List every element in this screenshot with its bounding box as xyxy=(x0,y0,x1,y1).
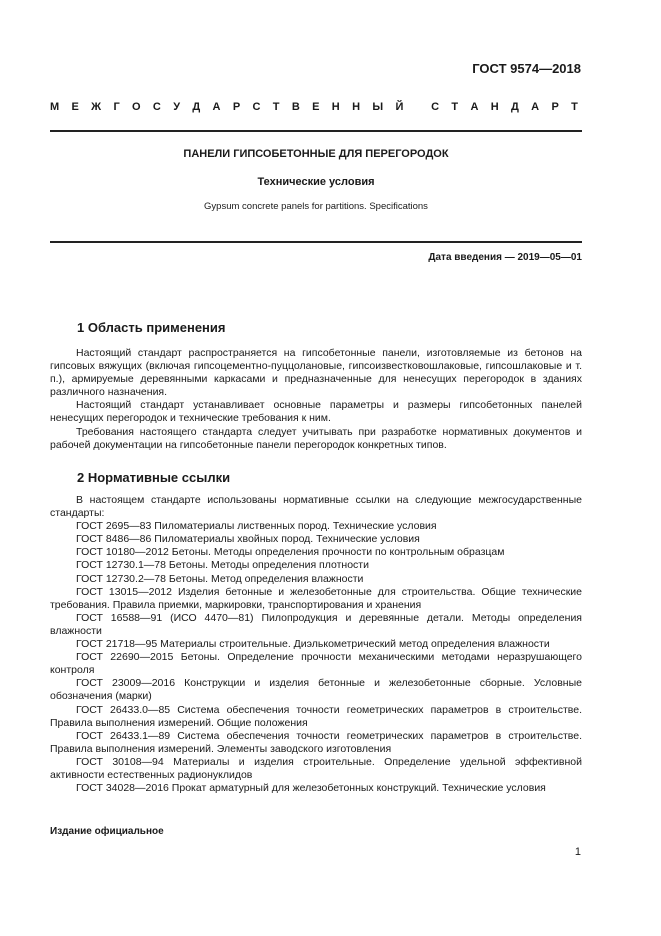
banner-letter: О xyxy=(132,101,141,113)
document-title: ПАНЕЛИ ГИПСОБЕТОННЫЕ ДЛЯ ПЕРЕГОРОДОК xyxy=(183,148,449,160)
reference-item: ГОСТ 2695—83 Пиломатериалы лиственных пород. Технические условия xyxy=(76,520,437,533)
reference-item: ГОСТ 22690—2015 Бетоны. Определение прочности механическими методами неразрушающего контроля xyxy=(50,651,582,677)
title-divider xyxy=(50,241,582,243)
banner-letter: Т xyxy=(451,101,459,113)
banner-letter: Р xyxy=(551,101,559,113)
banner-letter: С xyxy=(252,101,261,113)
reference-item: ГОСТ 12730.1—78 Бетоны. Методы определения плотности xyxy=(76,559,369,572)
reference-item: ГОСТ 8486—86 Пиломатериалы хвойных пород. Технические условия xyxy=(76,533,420,546)
banner-letter: С xyxy=(152,101,161,113)
section-1-paragraph: Требования настоящего стандарта следует учитывать при разработке нормативных документов и рабочей документации на гипсобетонные панели перегородок конкретных типов. xyxy=(50,425,582,451)
banner-letter: Г xyxy=(113,101,120,113)
page-number: 1 xyxy=(574,846,581,858)
banner-letter: Т xyxy=(272,101,280,113)
banner-letter: У xyxy=(173,101,181,113)
reference-item: ГОСТ 12730.2—78 Бетоны. Метод определения влажности xyxy=(76,572,364,585)
section-1-body xyxy=(50,347,582,452)
banner-letter: Т xyxy=(571,101,578,113)
reference-item: ГОСТ 23009—2016 Конструкции и изделия бетонные и железобетонные сборные. Условные обозначения (марки) xyxy=(50,677,582,703)
banner-letter: Н xyxy=(352,101,361,113)
reference-item: ГОСТ 26433.1—89 Система обеспечения точности геометрических параметров в строительстве. Правила выполнения измерений. Элементы заводского изготовления xyxy=(50,729,582,755)
footer-spacer xyxy=(50,808,582,809)
banner-letter: Д xyxy=(192,101,201,113)
banner-letter: Ы xyxy=(372,101,384,113)
section-1-heading: 1 Область применения xyxy=(77,320,226,335)
reference-item: ГОСТ 13015—2012 Изделия бетонные и железобетонные для строительства. Общие технические требования. Правила приемки, маркировки, транспортирования и хранения xyxy=(50,585,582,611)
standard-code: ГОСТ 9574—2018 xyxy=(472,61,581,76)
banner-letter: С xyxy=(431,101,440,113)
banner-letter: В xyxy=(291,101,300,113)
section-2-intro: В настоящем стандарте использованы нормативные ссылки на следующие межгосударственные стандарты: xyxy=(50,494,582,520)
banner-letter xyxy=(416,101,419,113)
header-divider xyxy=(50,130,582,132)
reference-item: ГОСТ 34028—2016 Прокат арматурный для железобетонных конструкций. Технические условия xyxy=(76,782,546,795)
section-1-paragraph: Настоящий стандарт распространяется на гипсобетонные панели, изготовляемые из бетонов на гипсовых вяжущих (включая гипсоцементно-пуццолановые, гипсоизвестковошлаковые, гипсошлаковые и т. п.), армируемые деревянными каркасами и предназначенные для ненесущих перегородок в зданиях различного назначения. xyxy=(50,347,582,399)
document-title-english: Gypsum concrete panels for partitions. Specifications xyxy=(204,201,428,212)
section-2-heading: 2 Нормативные ссылки xyxy=(77,470,231,485)
reference-item: ГОСТ 26433.0—85 Система обеспечения точности геометрических параметров в строительстве. Правила выполнения измерений. Общие положения xyxy=(50,703,582,729)
banner-letter: Е xyxy=(312,101,320,113)
banner-letter: Д xyxy=(511,101,519,113)
banner-letter: Н xyxy=(331,101,340,113)
banner-letter: А xyxy=(531,101,540,113)
reference-item: ГОСТ 30108—94 Материалы и изделия строительные. Определение удельной эффективной активности естественных радионуклидов xyxy=(50,755,582,781)
section-1-paragraph: Настоящий стандарт устанавливает основные параметры и размеры гипсобетонных панелей ненесущих перегородок и технические требования к ним. xyxy=(50,399,582,425)
official-edition-label: Издание официальное xyxy=(50,826,164,837)
banner-letter: Р xyxy=(232,101,241,113)
reference-item: ГОСТ 16588—91 (ИСО 4470—81) Пилопродукция и деревянные детали. Методы определения влажности xyxy=(50,611,582,637)
introduction-date: Дата введения — 2019—05—01 xyxy=(428,252,582,263)
reference-item: ГОСТ 10180—2012 Бетоны. Методы определения прочности по контрольным образцам xyxy=(76,546,505,559)
interstate-standard-banner xyxy=(50,101,578,113)
banner-letter: Н xyxy=(490,101,499,113)
banner-letter: А xyxy=(212,101,221,113)
reference-item: ГОСТ 21718—95 Материалы строительные. Диэлькометрический метод определения влажности xyxy=(76,638,550,651)
document-subtitle: Технические условия xyxy=(257,176,375,188)
banner-letter: М xyxy=(50,101,60,113)
normative-references-list xyxy=(50,520,582,795)
banner-letter: Е xyxy=(71,101,79,113)
section-2-body xyxy=(50,494,582,795)
banner-letter: А xyxy=(470,101,479,113)
banner-letter: Ж xyxy=(91,101,102,113)
banner-letter: Й xyxy=(395,101,404,113)
